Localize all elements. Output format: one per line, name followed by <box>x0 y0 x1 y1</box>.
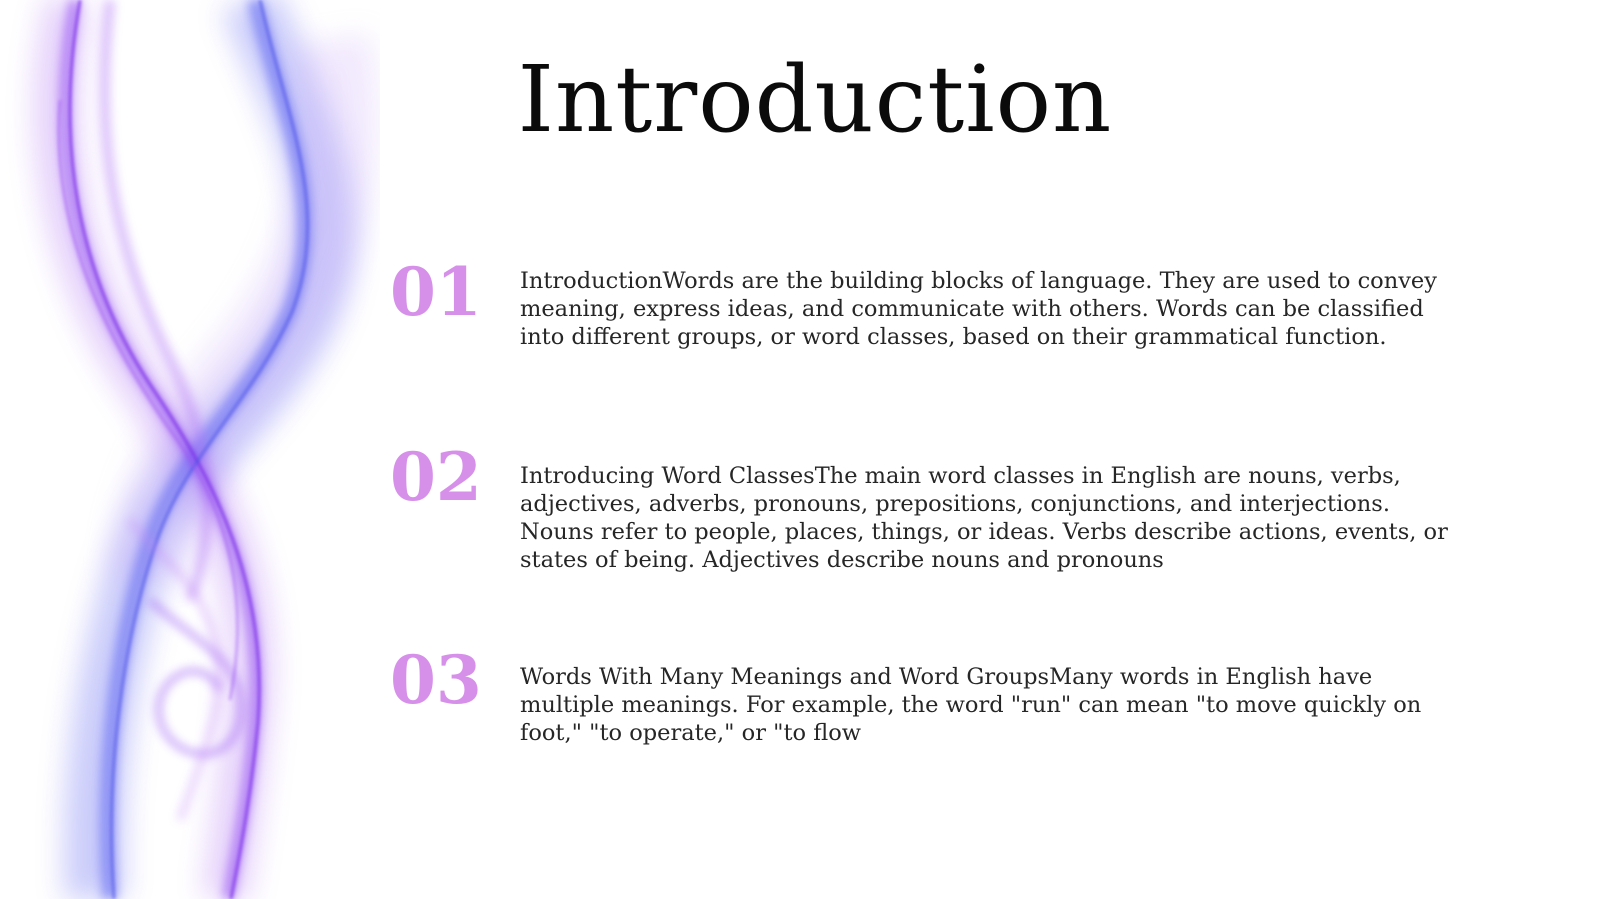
item-text: IntroductionWords are the building blocks of language. They are used to convey meaning, express ideas, and communicate with others. Words can be classified into different groups, or word classes, based on their grammatical function. <box>520 268 1437 350</box>
item-text: Words With Many Meanings and Word GroupsMany words in English have multiple meanings. For example, the word "run" can mean "to move quickly on foot," "to operate," or "to flow <box>520 664 1422 746</box>
item-number: 03 <box>390 641 482 719</box>
slide-title: Introduction <box>517 46 1113 153</box>
item-number: 01 <box>390 253 482 331</box>
item-number: 02 <box>390 438 482 516</box>
item-text: Introducing Word ClassesThe main word classes in English are nouns, verbs, adjectives, adverbs, pronouns, prepositions, conjunctions, and interjections. Nouns refer to people, places, things, or ideas. Verbs describe actions, events, or states of being. Adjectives describe nouns and pronouns <box>520 463 1448 573</box>
